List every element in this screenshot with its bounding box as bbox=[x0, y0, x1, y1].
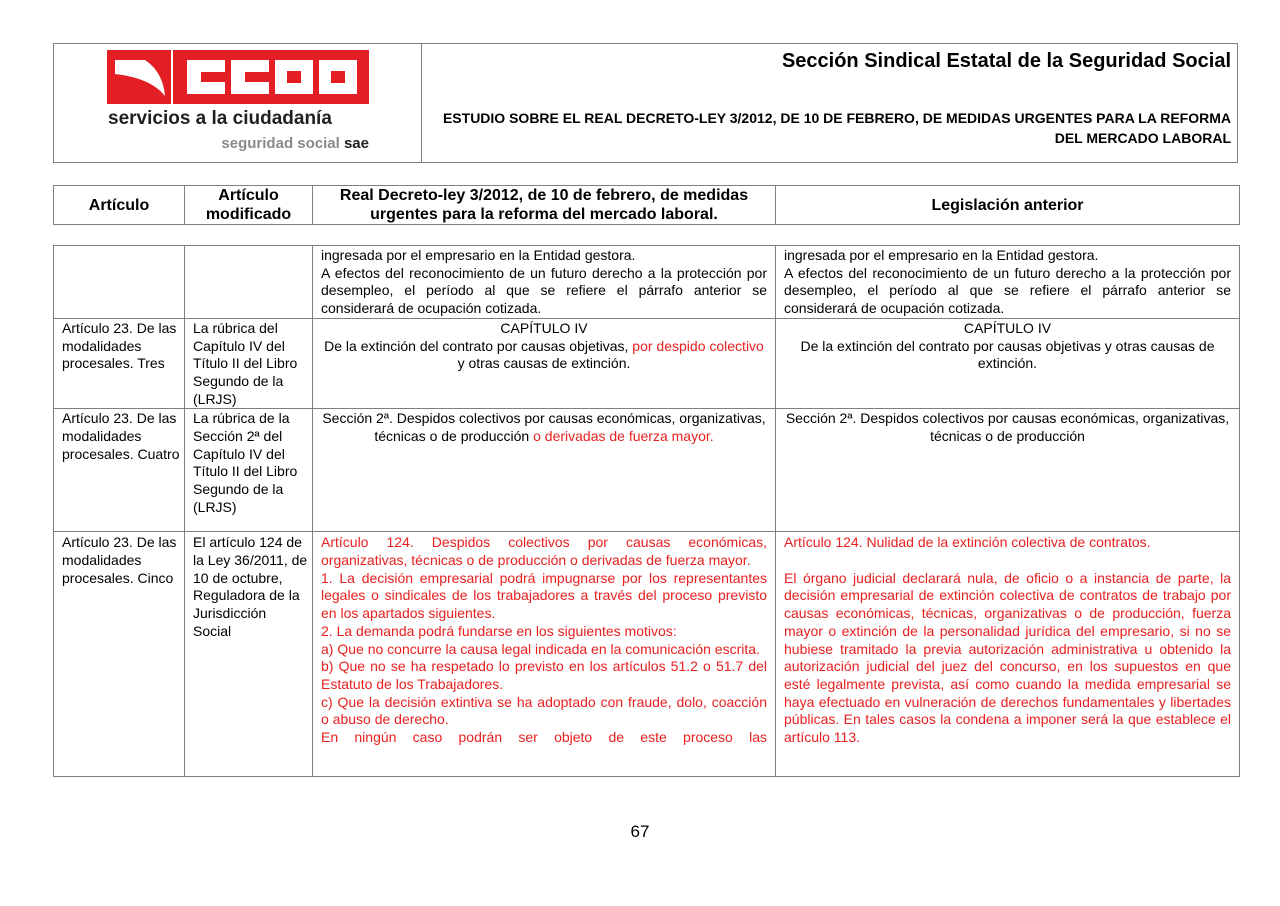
cell-articulo: Artículo 23. De las modalidades procesales. Tres bbox=[54, 318, 185, 409]
text-paragraph: De la extinción del contrato por causas objetivas y otras causas de extinción. bbox=[800, 337, 1215, 372]
text-unchanged: Sección 2ª. Despidos colectivos por causas económicas, organizativas, técnicas o de producción bbox=[322, 410, 766, 445]
title-cell bbox=[422, 44, 1237, 162]
text-modified: por despido colectivo bbox=[628, 337, 764, 354]
column-header-articulo: Artículo bbox=[54, 186, 185, 225]
column-header-modificado: Artículo modificado bbox=[185, 186, 313, 225]
logo-text-servicios: servicios a la ciudadanía bbox=[108, 108, 332, 129]
cell-real-decreto bbox=[313, 318, 776, 409]
text-paragraph bbox=[321, 410, 767, 445]
cell-real-decreto bbox=[313, 409, 776, 532]
article-title: Artículo 124. Nulidad de la extinción colectiva de contratos. bbox=[784, 534, 1151, 551]
text-modified: o derivadas de fuerza mayor. bbox=[529, 428, 714, 445]
ccoo-logo bbox=[107, 50, 369, 152]
cell-legislacion bbox=[776, 532, 1240, 777]
cell-real-decreto bbox=[313, 246, 776, 319]
table-row bbox=[54, 409, 1240, 532]
text-paragraph: El órgano judicial declarará nula, de oficio o a instancia de parte, la decisión empresarial de extinción colectiva de contratos de trabajo por causas económicas, técnicas, organizativas o de producción, fuerza mayor o extinción de la personalidad jurídica del empresario, si no se hubiese tramitado la previa autorización administrativa u obtenido la autorización judicial del juez del concurso, en los supuestos en que esté legalmente prevista, así como cuando la medida empresarial se haya efectuado en vulneración de derechos fundamentales y libertades públicas. En tales casos la condena a imponer será la que establece el artículo 113. bbox=[784, 569, 1231, 746]
cell-articulo bbox=[54, 246, 185, 319]
cell-modificado bbox=[185, 246, 313, 319]
cell-legislacion: Sección 2ª. Despidos colectivos por causas económicas, organizativas, técnicas o de producción bbox=[776, 409, 1240, 532]
logo-text-sae: sae bbox=[343, 135, 369, 152]
cell-modificado: El artículo 124 de la Ley 36/2011, de 10 de octubre, Reguladora de la Jurisdicción Social bbox=[185, 532, 313, 777]
table-row bbox=[54, 318, 1240, 409]
text-paragraph: ingresada por el empresario en la Entidad gestora. bbox=[784, 247, 1099, 263]
logo-text-seguridad bbox=[221, 135, 369, 152]
text-paragraph: a) Que no concurre la causa legal indicada en la comunicación escrita. bbox=[321, 640, 760, 657]
comparison-table bbox=[53, 245, 1240, 777]
logo-text-seguridad-main: seguridad social bbox=[221, 135, 340, 152]
text-paragraph: c) Que la decisión extintiva se ha adoptado con fraude, dolo, coacción o abuso de derecho. bbox=[321, 693, 767, 728]
cell-articulo: Artículo 23. De las modalidades procesales. Cinco bbox=[54, 532, 185, 777]
chapter-heading: CAPÍTULO IV bbox=[963, 319, 1052, 336]
text-paragraph: A efectos del reconocimiento de un futuro derecho a la protección por desempleo, el período al que se refiere el párrafo anterior se considerará de ocupación cotizada. bbox=[784, 264, 1231, 317]
logo-cell bbox=[54, 44, 422, 162]
table-row bbox=[54, 532, 1240, 777]
page-subtitle: ESTUDIO SOBRE EL REAL DECRETO-LEY 3/2012, DE 10 DE FEBRERO, DE MEDIDAS URGENTES PARA LA REFORMA DEL MERCADO LABORAL bbox=[442, 110, 1231, 146]
text-paragraph: b) Que no se ha respetado lo previsto en los artículos 51.2 o 51.7 del Estatuto de los Trabajadores. bbox=[321, 658, 767, 692]
cell-real-decreto bbox=[313, 532, 776, 777]
table-row bbox=[54, 246, 1240, 319]
column-header-legislacion: Legislación anterior bbox=[776, 186, 1240, 225]
column-header-table bbox=[53, 185, 1240, 225]
text-unchanged: y otras causas de extinción. bbox=[457, 355, 631, 372]
cell-modificado: La rúbrica del Capítulo IV del Título II del Libro Segundo de la (LRJS) bbox=[185, 318, 313, 409]
column-header-real-decreto: Real Decreto-ley 3/2012, de 10 de febrero, de medidas urgentes para la reforma del mercado laboral. bbox=[313, 186, 776, 225]
text-paragraph: Artículo 124. Despidos colectivos por causas económicas, organizativas, técnicas o de producción o derivadas de fuerza mayor. bbox=[321, 534, 767, 569]
text-paragraph: ingresada por el empresario en la Entidad gestora. bbox=[321, 247, 636, 263]
text-paragraph: A efectos del reconocimiento de un futuro derecho a la protección por desempleo, el período al que se refiere el párrafo anterior se considerará de ocupación cotizada. bbox=[321, 264, 767, 317]
document-header bbox=[53, 43, 1238, 163]
text-paragraph: En ningún caso podrán ser objeto de este proceso las bbox=[321, 729, 767, 746]
page-number: 67 bbox=[630, 822, 650, 841]
ccoo-logo-mark-icon bbox=[107, 50, 369, 106]
page-title: Sección Sindical Estatal de la Seguridad Social bbox=[781, 50, 1231, 72]
cell-modificado: La rúbrica de la Sección 2ª del Capítulo IV del Título II del Libro Segundo de la (LRJS) bbox=[185, 409, 313, 532]
cell-legislacion bbox=[776, 246, 1240, 319]
cell-legislacion bbox=[776, 318, 1240, 409]
text-unchanged: De la extinción del contrato por causas objetivas, bbox=[324, 337, 629, 354]
chapter-heading: CAPÍTULO IV bbox=[500, 319, 588, 336]
text-paragraph bbox=[321, 338, 767, 373]
cell-articulo: Artículo 23. De las modalidades procesales. Cuatro bbox=[54, 409, 185, 532]
text-paragraph: 1. La decisión empresarial podrá impugnarse por los representantes legales o sindicales de los trabajadores a través del proceso previsto en los apartados siguientes. bbox=[321, 569, 767, 622]
text-paragraph: 2. La demanda podrá fundarse en los siguientes motivos: bbox=[321, 622, 677, 639]
